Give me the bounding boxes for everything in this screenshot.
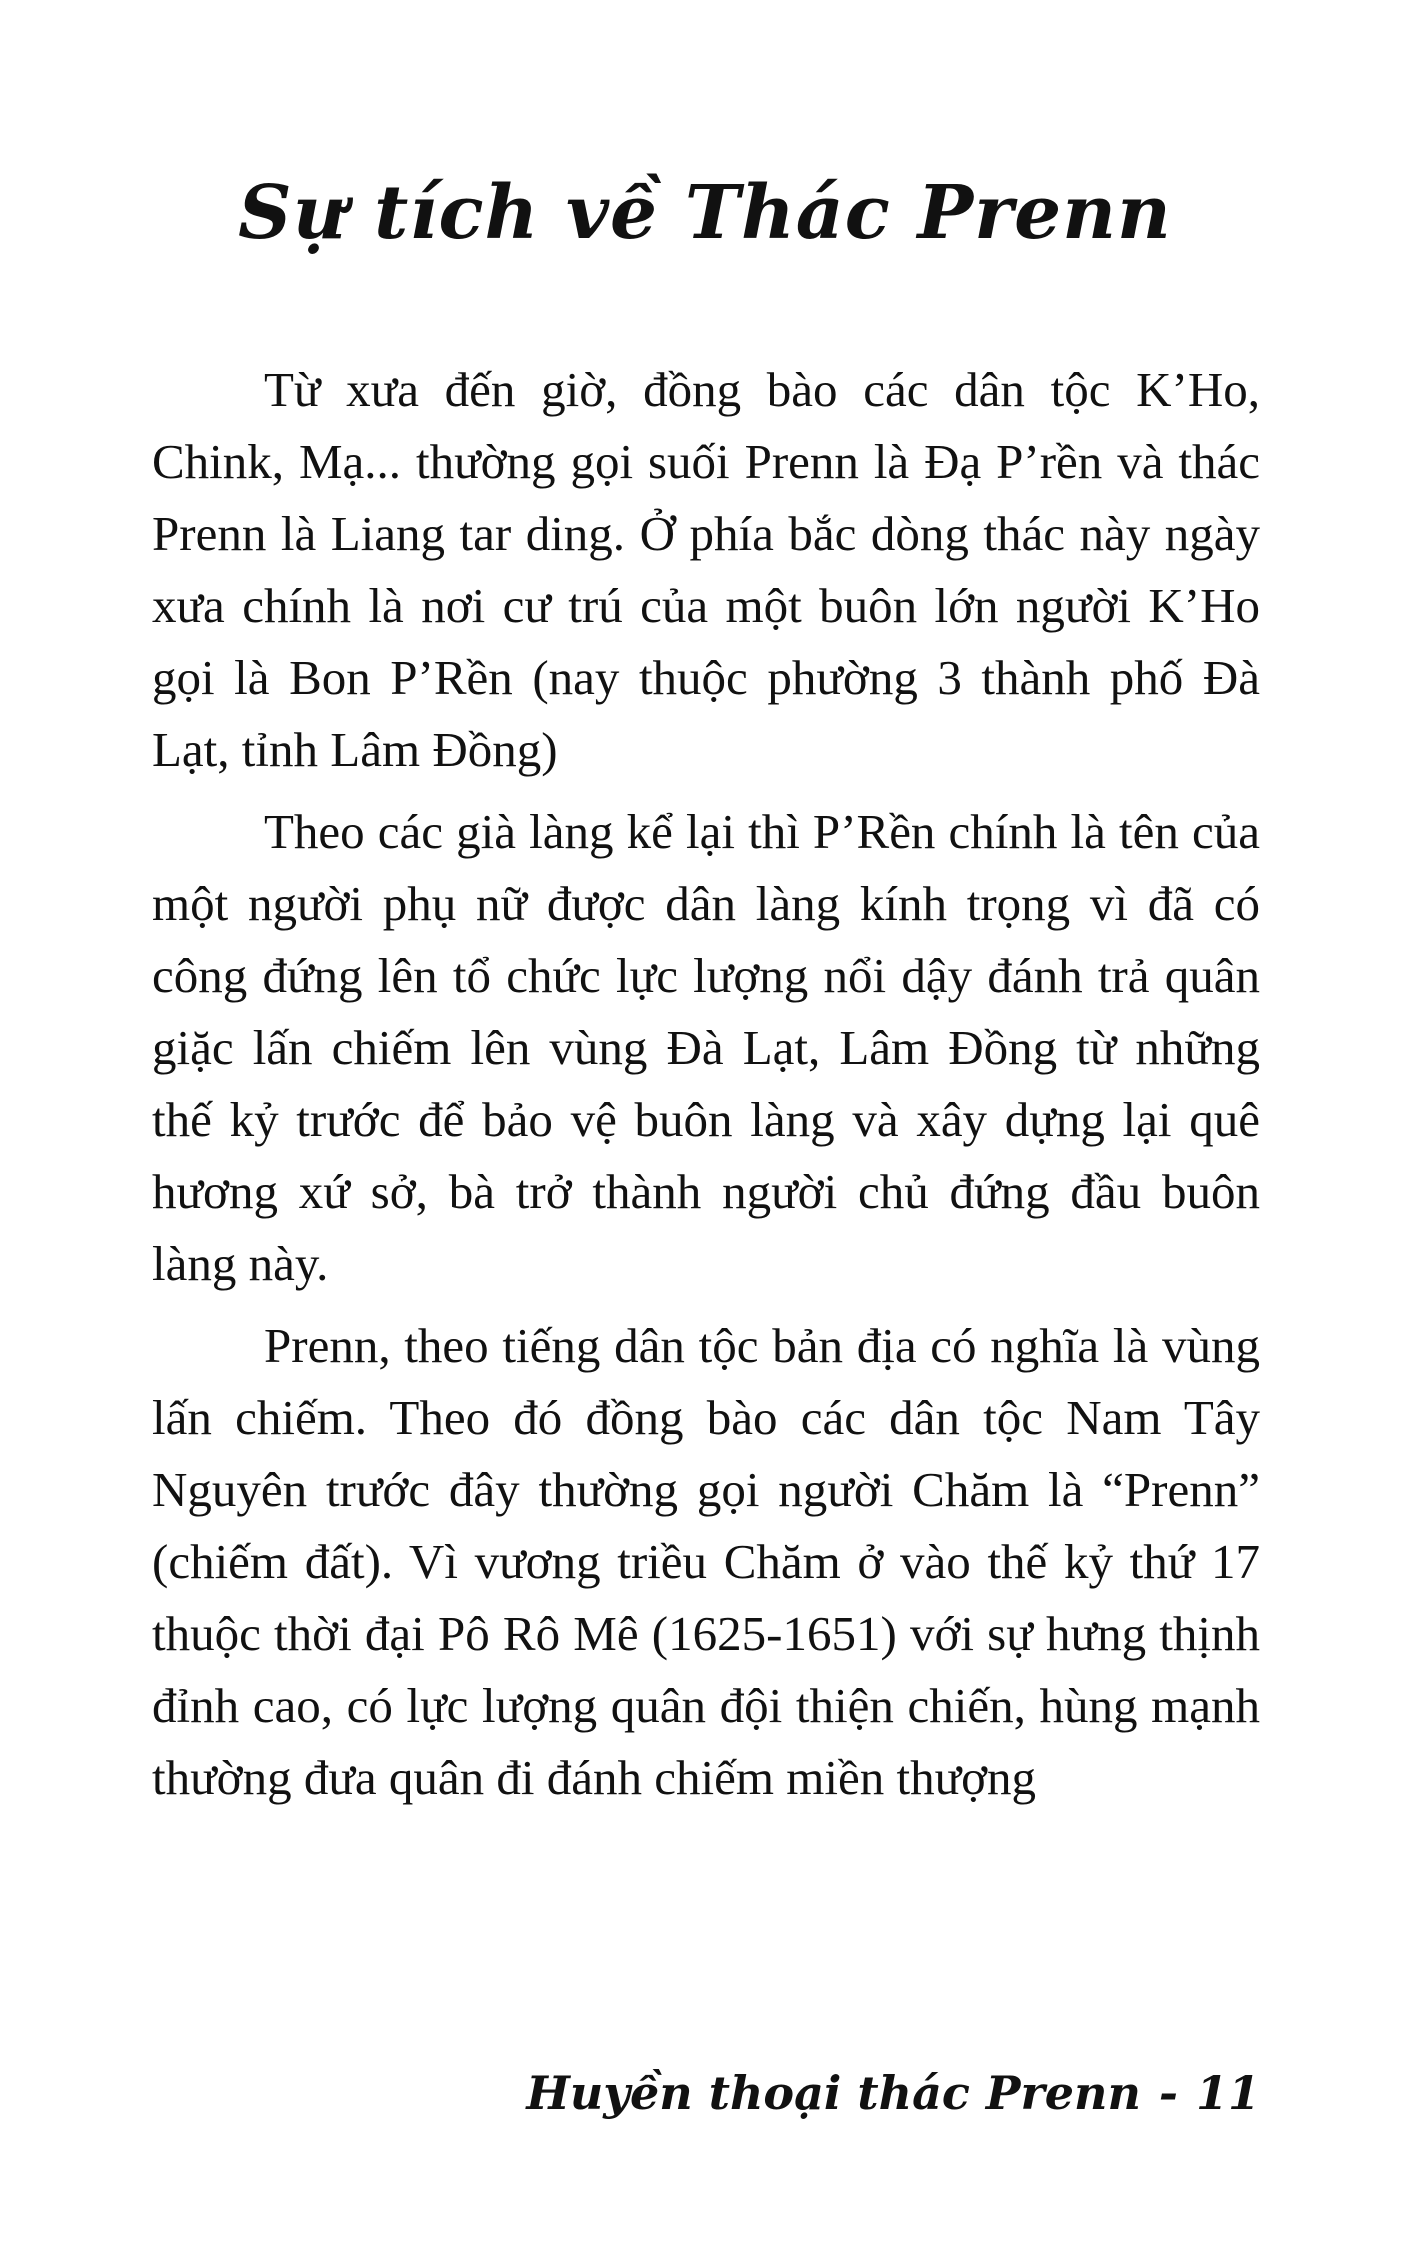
footer-separator: - xyxy=(1158,2066,1178,2120)
running-title: Huyền thoại thác Prenn xyxy=(526,2066,1141,2120)
page-number: 11 xyxy=(1195,2066,1260,2120)
paragraph-3: Prenn, theo tiếng dân tộc bản địa có nghĩa là vùng lấn chiếm. Theo đó đồng bào các dân tộc Nam Tây Nguyên trước đây thường gọi người Chăm là “Prenn” (chiếm đất). Vì vương triều Chăm ở vào thế kỷ thứ 17 thuộc thời đại Pô Rô Mê (1625-1651) với sự hưng thịnh đỉnh cao, có lực lượng quân đội thiện chiến, hùng mạnh thường đưa quân đi đánh chiếm miền thượng xyxy=(152,1318,1260,1805)
body-text xyxy=(152,354,1260,1824)
paragraph-2: Theo các già làng kể lại thì P’Rền chính là tên của một người phụ nữ được dân làng kính trọng vì đã có công đứng lên tổ chức lực lượng nổi dậy đánh trả quân giặc lấn chiếm lên vùng Đà Lạt, Lâm Đồng từ những thế kỷ trước để bảo vệ buôn làng và xây dựng lại quê hương xứ sở, bà trở thành người chủ đứng đầu buôn làng này. xyxy=(152,804,1260,1291)
page-title: Sự tích về Thác Prenn xyxy=(238,170,1172,256)
paragraph-1: Từ xưa đến giờ, đồng bào các dân tộc K’Ho, Chink, Mạ... thường gọi suối Prenn là Đạ P’rền và thác Prenn là Liang tar ding. Ở phía bắc dòng thác này ngày xưa chính là nơi cư trú của một buôn lớn người K’Ho gọi là Bon P’Rền (nay thuộc phường 3 thành phố Đà Lạt, tỉnh Lâm Đồng) xyxy=(152,362,1260,777)
page-footer xyxy=(526,2063,1260,2123)
